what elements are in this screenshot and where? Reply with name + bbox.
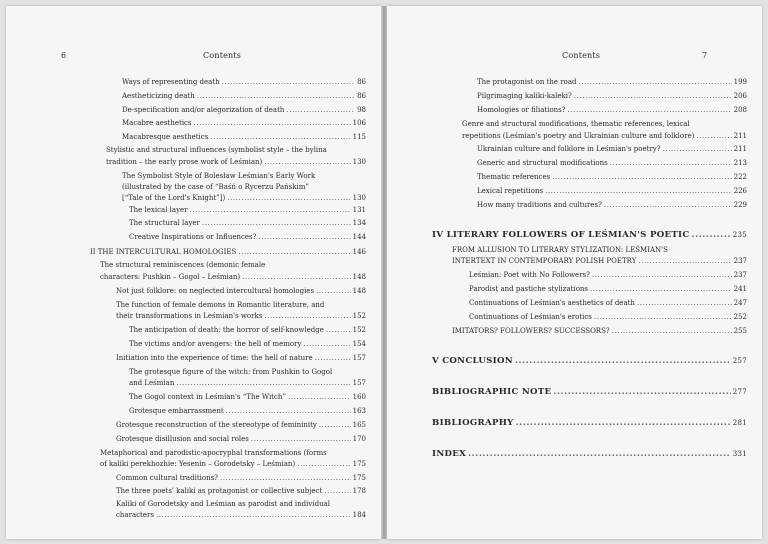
toc-entry-line: Genre and structural modifications, thematic references, lexical (462, 120, 690, 128)
toc-entry-line: The function of female demons in Romantic literature, and (116, 301, 325, 309)
toc-entry: Generic and structural modifications ..... 213 (477, 159, 747, 169)
toc-entry: The protagonist on the road ..... 199 (477, 78, 747, 88)
toc-entry: Macabresque aesthetics ..... 115 (122, 133, 366, 143)
toc-entry: tradition – the early prose work of Leśmian) ..... 130 (106, 158, 366, 168)
toc-entry: Leśmian: Poet with No Followers? ..... 237 (469, 271, 747, 281)
toc-entry: characters ..... 184 (116, 511, 366, 521)
toc-entry: characters: Pushkin – Gogol – Leśmian) ..... 148 (100, 273, 366, 283)
toc-part-heading: BIBLIOGRAPHY ..... 281 (432, 419, 747, 429)
toc-entry: of kaliki perekhozhie: Yesenin – Gorodetsky – Leśmian) ..... 175 (100, 460, 366, 470)
left-page (6, 6, 381, 539)
page-number: 7 (702, 51, 708, 60)
toc-entry: INTERTEXT IN CONTEMPORARY POLISH POETRY ..... 237 (452, 257, 747, 267)
toc-entry: Continuations of Leśmian's aesthetics of death ..... 247 (469, 299, 747, 309)
toc-entry: Lexical repetitions ..... 226 (477, 187, 747, 197)
toc-entry: De-specification and/or alegorization of death ..... 98 (122, 106, 366, 116)
toc-entry: Ways of representing death ..... 86 (122, 78, 366, 88)
toc-entry: Pilgrimaging kaliki-kaleki? ..... 206 (477, 92, 747, 102)
toc-entry: Grotesque reconstruction of the stereotype of femininity ..... 165 (116, 421, 366, 431)
toc-entry: their transformations in Leśmian's works ..... 152 (116, 312, 366, 322)
toc-entry: The structural layer ..... 134 (129, 219, 366, 229)
toc-part-heading: INDEX ..... 331 (432, 450, 747, 460)
toc-entry: [“Tale of the Lord's Knight”]) ..... 130 (122, 194, 366, 204)
toc-entry: repetitions (Leśmian's poetry and Ukrainian culture and folklore) ..... 211 (462, 132, 747, 142)
toc-entry-line: FROM ALLUSION TO LITERARY STYLIZATION: LEŚMIAN'S (452, 246, 668, 254)
toc-entry-line: Kaliki of Gorodetsky and Leśmian as parodist and individual (116, 500, 330, 508)
toc-part-heading: BIBLIOGRAPHIC NOTE ..... 277 (432, 388, 747, 398)
toc-entry: Ukrainian culture and folklore in Leśmian's poetry? ..... 211 (477, 145, 747, 155)
toc-entry-line: The grotesque figure of the witch: from Pushkin to Gogol (129, 368, 333, 376)
toc-entry: Initiation into the experience of time: the hell of nature ..... 157 (116, 354, 366, 364)
running-head: Contents (203, 51, 242, 60)
toc-entry: Aestheticizing death ..... 86 (122, 92, 366, 102)
toc-entry: Homologies or filiations? ..... 208 (477, 106, 747, 116)
toc-entry-line: The structural reminiscences (demonic female (100, 261, 266, 269)
toc-entry: Macabre aesthetics ..... 106 (122, 119, 366, 129)
toc-entry-line: Stylistic and structural influences (symbolist style – the bylina (106, 146, 327, 154)
toc-entry: The lexical layer ..... 131 (129, 206, 366, 216)
toc-entry-line: Metaphorical and parodistic-apocryphal transformations (forms (100, 449, 327, 457)
toc-entry: The three poets' kaliki as protagonist or collective subject ..... 178 (116, 487, 366, 497)
toc-part-heading: V CONCLUSION ..... 257 (432, 357, 747, 367)
toc-entry: How many traditions and cultures? ..... 229 (477, 201, 747, 211)
toc-entry: Continuations of Leśmian's erotics ..... 252 (469, 313, 747, 323)
toc-entry: IMITATORS? FOLLOWERS? SUCCESSORS? ..... 255 (452, 327, 747, 337)
toc-entry: Grotesque disillusion and social roles ..... 170 (116, 435, 366, 445)
toc-entry-line: (illustrated by the case of “Baśń o Rycerzu Pańskim” (122, 183, 309, 191)
toc-entry: Creative Inspirations or Influences? ..... 144 (129, 233, 366, 243)
toc-part-heading: II THE INTERCULTURAL HOMOLOGIES ..... 146 (90, 248, 366, 258)
page-number: 6 (61, 51, 67, 60)
toc-entry: Grotesque embarrassment ..... 163 (129, 407, 366, 417)
toc-entry: Thematic references ..... 222 (477, 173, 747, 183)
toc-entry: Common cultural traditions? ..... 175 (116, 474, 366, 484)
toc-entry-line: The Symbolist Style of Bolesław Leśmian's Early Work (122, 172, 316, 180)
toc-entry: The victims and/or avengers: the hell of memory ..... 154 (129, 340, 366, 350)
right-page (387, 6, 762, 539)
toc-entry: The Gogol context in Leśmian's “The Witch” ..... 160 (129, 393, 366, 403)
toc-entry: Parodist and pastiche stylizations ..... 241 (469, 285, 747, 295)
toc-entry: The anticipation of death: the horror of self-knowledge ..... 152 (129, 326, 366, 336)
toc-entry: and Leśmian ..... 157 (129, 379, 366, 389)
toc-entry: Not just folklore: on neglected intercultural homologies ..... 148 (116, 287, 366, 297)
running-head: Contents (562, 51, 601, 60)
toc-part-heading: IV LITERARY FOLLOWERS OF LEŚMIAN'S POETIC ..... 235 (432, 231, 747, 241)
